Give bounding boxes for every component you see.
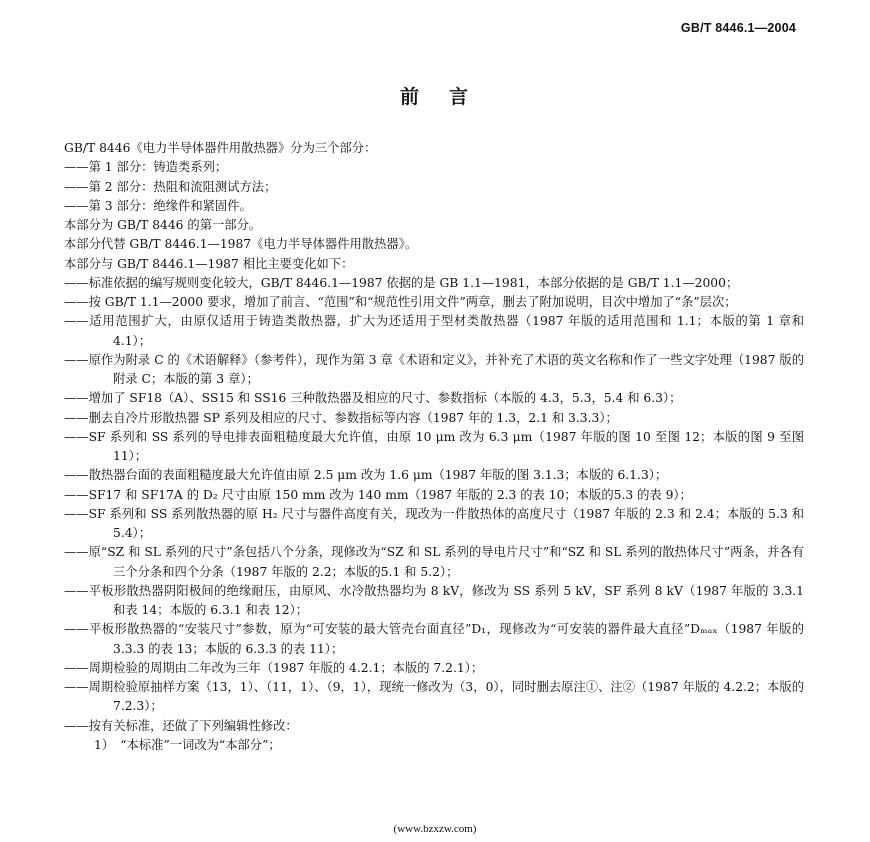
change-item: ——SF17 和 SF17A 的 D₂ 尺寸由原 150 mm 改为 140 mm（1987 年版的 2.3 的表 10；本版的5.3 的表 9）； [64,487,692,502]
change-item: ——删去自冷片形散热器 SP 系列及相应的尺寸、参数指标等内容（1987 年的 1.3，2.1 和 3.3.3）； [64,410,618,425]
intro-line: 本部分与 GB/T 8446.1—1987 相比主要变化如下： [64,256,354,271]
editorial-sub-item: 1） “本标准”一词改为“本部分”； [94,737,281,752]
change-item: ——按 GB/T 1.1—2000 要求，增加了前言、“范围”和“规范性引用文件”两章，删去了附加说明，目次中增加了“条”层次； [64,295,737,309]
standard-number: GB/T 8446.1—2004 [680,21,796,35]
change-item: ——SF 系列和 SS 系列散热器的原 H₂ 尺寸与器件高度有关，现改为一件散热体的高度尺寸（1987 年版的 2.3 和 2.4；本版的 5.3 和 5.4）； [64,506,804,540]
change-item: ——标准依据的编写规则变化较大，GB/T 8446.1—1987 依据的是 GB 1.1—1981，本部分依据的是 GB/T 1.1—2000； [64,275,739,290]
change-item: ——散热器台面的表面粗糙度最大允许值由原 2.5 μm 改为 1.6 μm（1987 年版的图 3.1.3；本版的 6.1.3）； [64,468,668,483]
intro-line: ——第 1 部分：铸造类系列； [64,160,228,175]
page-title-part1: 前 [399,86,421,108]
intro-line: ——第 3 部分：绝缘件和紧固件。 [64,198,252,213]
change-item: ——SF 系列和 SS 系列的导电排表面粗糙度最大允许值，由原 10 μm 改为 6.3 μm（1987 年版的图 10 至图 12；本版的图 9 至图 11）； [64,429,804,463]
foreword-body [64,139,804,755]
intro-line: GB/T 8446《电力半导体器件用散热器》分为三个部分： [64,141,377,155]
change-item: ——原作为附录 C 的《术语解释》（参考件），现作为第 3 章《术语和定义》，并补充了术语的英文名称和作了一些文字处理（1987 版的附录 C；本版的第 3 章）； [64,352,804,386]
intro-line: ——第 2 部分：热阻和流阻测试方法； [64,179,277,194]
change-item: ——周期检验原抽样方案（13，1）、（11，1）、（9，1），现统一修改为（3，0），同时删去原注①、注②（1987 年版的 4.2.2；本版的 7.2.3）； [64,680,804,714]
change-item: ——原“SZ 和 SL 系列的尺寸”条包括八个分条，现修改为“SZ 和 SL 系列的导电片尺寸”和“SZ 和 SL 系列的散热体尺寸”两条，并各有三个分条和四个分条（1987 年版的 2.2；本版的5.1 和 5.2）； [64,545,804,579]
page-title [0,82,870,109]
change-item: ——平板形散热器阴阳极间的绝缘耐压，由原风、水冷散热器均为 8 kV，修改为 SS 系列 5 kV，SF 系列 8 kV（1987 年版的 3.3.1 和表 14；本版的 6.3.1 和表 12）； [64,583,804,617]
intro-line: 本部分代替 GB/T 8446.1—1987《电力半导体器件用散热器》。 [64,237,418,252]
change-item: ——周期检验的周期由二年改为三年（1987 年版的 4.2.1；本版的 7.2.1）； [64,660,484,675]
change-item: ——平板形散热器的“安装尺寸”参数，原为“可安装的最大管壳台面直径”D₁，现修改为“可安装的器件最大直径”Dₘₐₓ（1987 年版的 3.3.3 的表 13；本版的 6.3.3 的表 11）； [64,622,804,656]
change-item: ——增加了 SF18（A）、SS15 和 SS16 三种散热器及相应的尺寸、参数指标（本版的 4.3，5.3，5.4 和 6.3）； [64,391,682,406]
change-item: ——按有关标准，还做了下列编辑性修改： [64,718,298,733]
footer-site: (www.bzxzw.com) [393,823,477,835]
page-title-part2: 言 [449,86,471,108]
intro-line: 本部分为 GB/T 8446 的第一部分。 [64,218,262,232]
change-item: ——适用范围扩大，由原仅适用于铸造类散热器，扩大为还适用于型材类散热器（1987 年版的适用范围和 1.1；本版的第 1 章和 4.1）； [64,314,804,348]
